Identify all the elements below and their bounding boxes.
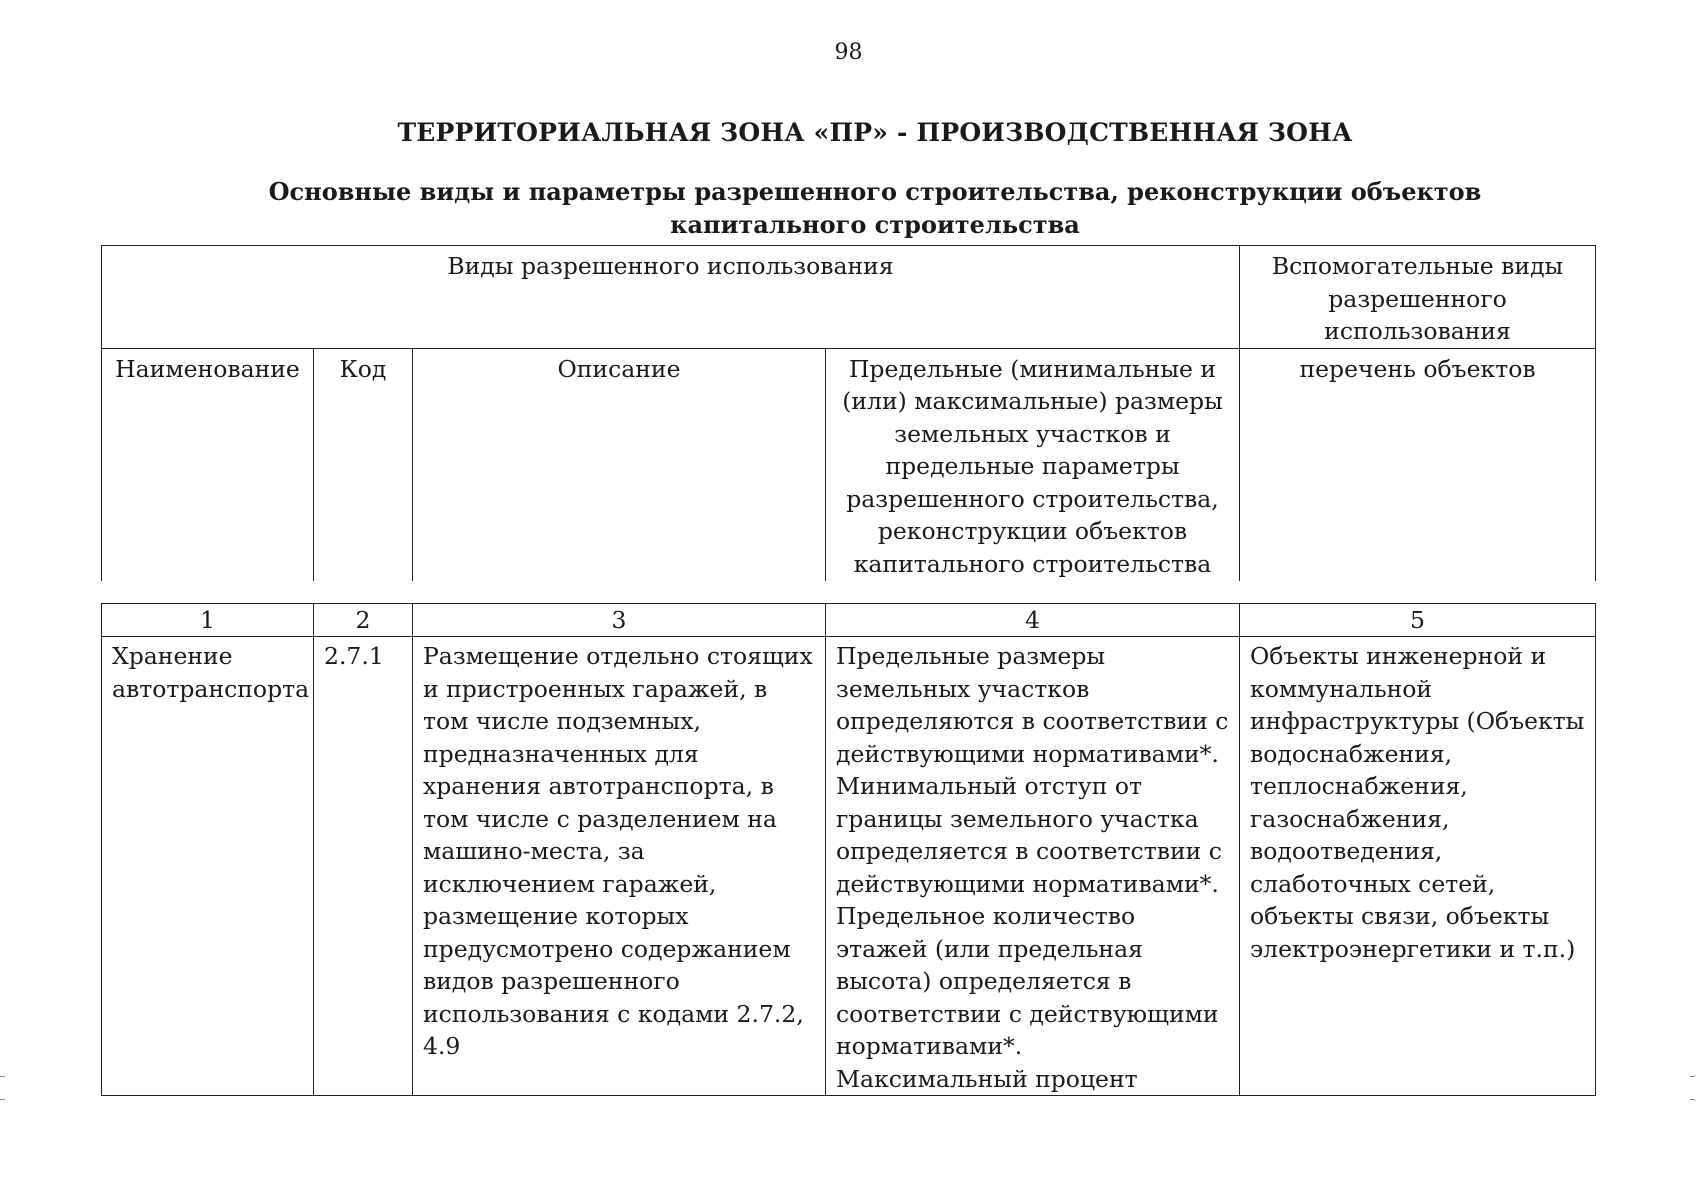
header-main-uses: Виды разрешенного использования [102, 246, 1240, 349]
limit-line: Минимальный отступ от границы земельного участка определяется в соответствии с действующими нормативами*. [836, 772, 1222, 898]
cell-aux-objects: Объекты инженерной и коммунальной инфраструктуры (Объекты водоснабжения, теплоснабжения, газоснабжения, водоотведения, слаботочных сетей, объекты связи, объекты электроэнергетики и т.п.) [1240, 637, 1596, 1096]
column-number: 5 [1240, 604, 1596, 637]
section-subtitle: Основные виды и параметры разрешенного строительства, реконструкции объектов капитального строительства [268, 177, 1482, 239]
header-col-limits: Предельные (минимальные и (или) максимальные) размеры земельных участков и предельные параметры разрешенного строительства, реконструкции объектов капитального строительства [826, 348, 1240, 581]
header-col-code: Код [314, 348, 413, 581]
column-number: 2 [314, 604, 413, 637]
column-number: 1 [102, 604, 314, 637]
table-row [102, 637, 1596, 1096]
column-number-row [102, 604, 1596, 637]
header-col-name: Наименование [102, 348, 314, 581]
scan-edge-mark-right [1690, 1076, 1695, 1100]
cell-limits [826, 637, 1240, 1096]
header-columns-row [102, 348, 1596, 581]
limit-line: Максимальный процент [836, 1064, 1138, 1093]
cell-description: Размещение отдельно стоящих и пристроенных гаражей, в том числе подземных, предназначенных для хранения автотранспорта, в том числе с разделением на машино-места, за исключением гаражей, размещение которых предусмотрено содержанием видов разрешенного использования с кодами 2.7.2, 4.9 [413, 637, 826, 1096]
column-number: 4 [826, 604, 1240, 637]
data-table [101, 603, 1596, 1096]
header-aux-uses: Вспомогательные виды разрешенного использования [1240, 246, 1596, 349]
zone-title: ТЕРРИТОРИАЛЬНАЯ ЗОНА «ПР» - ПРОИЗВОДСТВЕННАЯ ЗОНА [397, 118, 1353, 147]
header-col-description: Описание [413, 348, 826, 581]
page-number: 98 [834, 40, 863, 65]
limit-line: Предельное количество этажей (или предельная высота) определяется в соответствии с действующими нормативами*. [836, 902, 1219, 1060]
limit-line: Предельные размеры земельных участков определяются в соответствии с действующими нормативами*. [836, 642, 1229, 768]
cell-code: 2.7.1 [314, 637, 413, 1096]
cell-name: Хранение автотранспорта [102, 637, 314, 1096]
column-number: 3 [413, 604, 826, 637]
header-table [101, 245, 1596, 581]
scan-edge-mark-left [0, 1076, 5, 1100]
header-group-row [102, 246, 1596, 349]
header-col-aux-list: перечень объектов [1240, 348, 1596, 581]
